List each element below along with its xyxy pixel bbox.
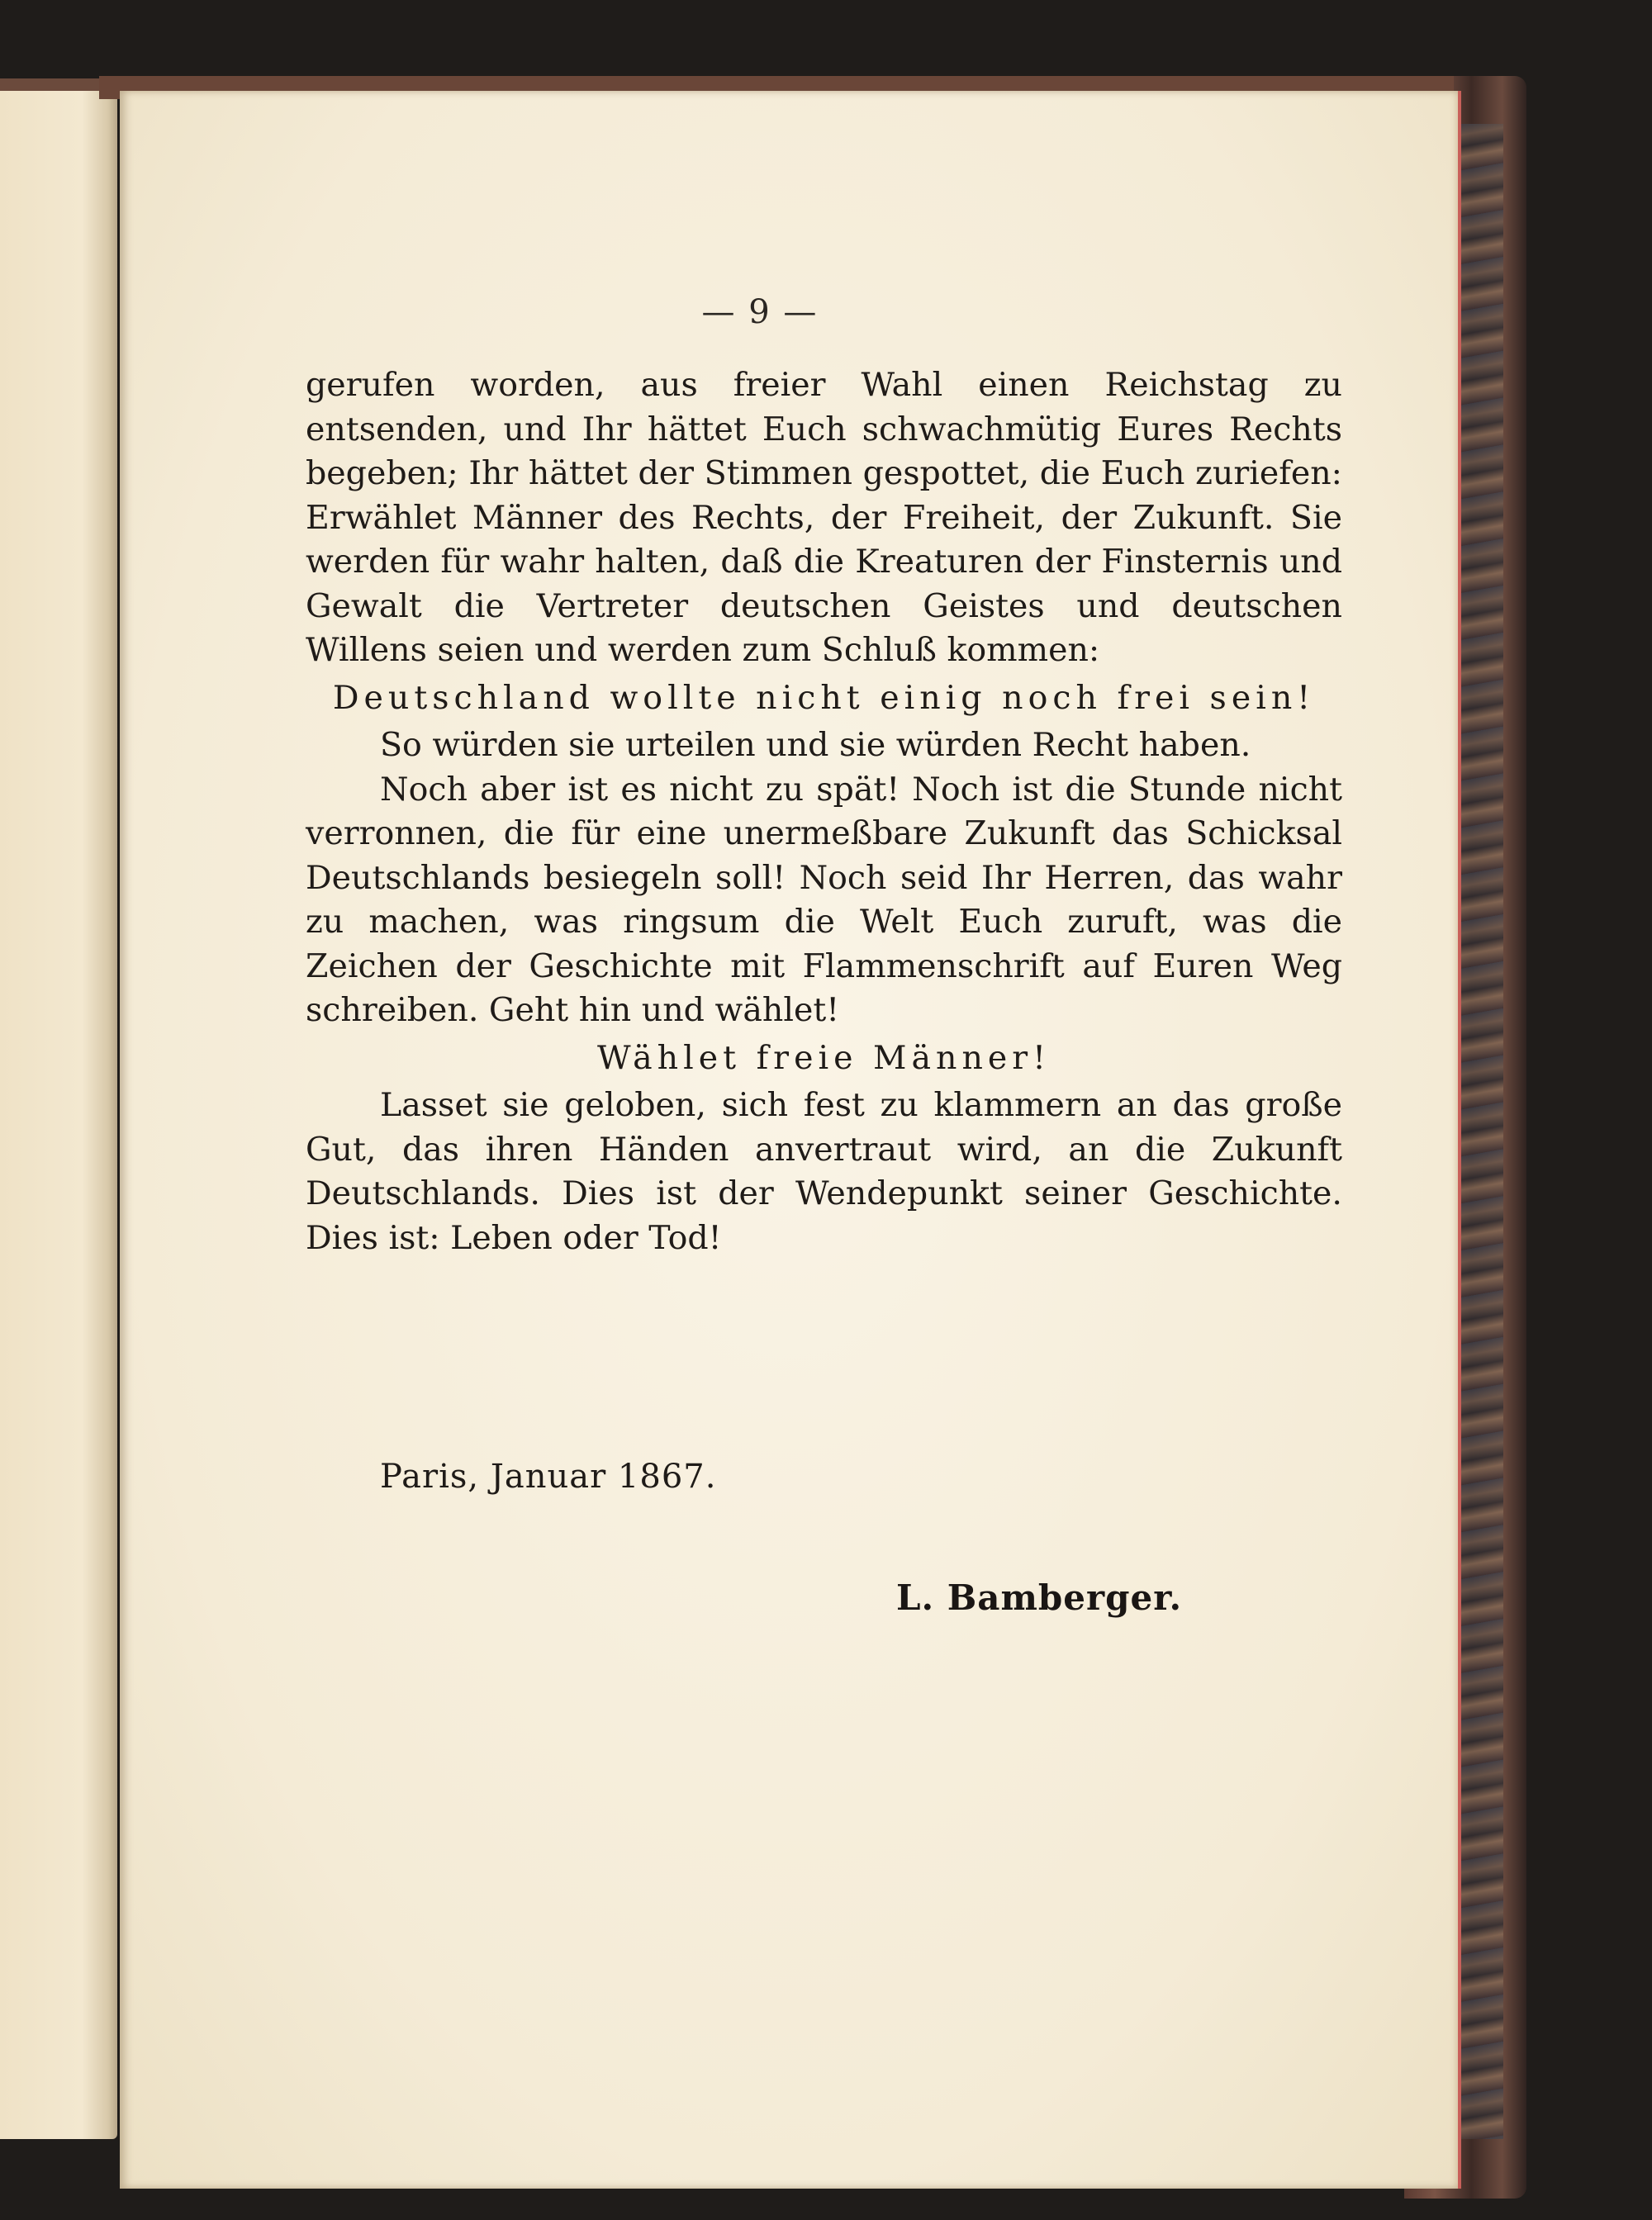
author-signature: L. Bamberger. [896, 1577, 1183, 1618]
paragraph: So würden sie urteilen und sie würden Recht haben. [380, 726, 1251, 764]
previous-page-edge [0, 91, 117, 2139]
page-number: — 9 — [701, 293, 819, 331]
emphasized-line: Wählet freie Männer! [596, 1038, 1051, 1077]
page-body [306, 363, 1342, 1260]
place-date: Paris, Januar 1867. [380, 1458, 717, 1496]
paragraph: gerufen worden, aus freier Wahl einen Reichstag zu entsenden, und Ihr hättet Euch schwachmütig Eures Rechts begeben; Ihr hättet der Stimmen gespottet, die Euch zuriefen: Erwählet Männer des Rechts, der Freiheit, der Zukunft. Sie werden für wahr halten, daß die Kreaturen der Finsternis und Gewalt die Vertreter deutschen Geistes und deutschen Willens seien und werden zum Schluß kommen: [306, 366, 1342, 669]
book-page [120, 91, 1461, 2189]
paragraph: Noch aber ist es nicht zu spät! Noch ist die Stunde nicht verronnen, die für eine unermeßbare Zukunft das Schicksal Deutschlands besiegeln soll! Noch seid Ihr Herren, das wahr zu machen, was ringsum die Welt Euch zuruft, was die Zeichen der Geschichte mit Flammenschrift auf Euren Weg schreiben. Geht hin und wählet! [306, 770, 1342, 1029]
paragraph: Lasset sie geloben, sich fest zu klammern an das große Gut, das ihren Händen anvertraut wird, an die Zukunft Deutschlands. Dies ist der Wendepunkt seiner Geschichte. Dies ist: Leben oder Tod! [306, 1086, 1342, 1257]
marbled-edge [1458, 124, 1503, 2139]
emphasized-line: Deutschland wollte nicht einig noch frei sein! [332, 678, 1316, 717]
